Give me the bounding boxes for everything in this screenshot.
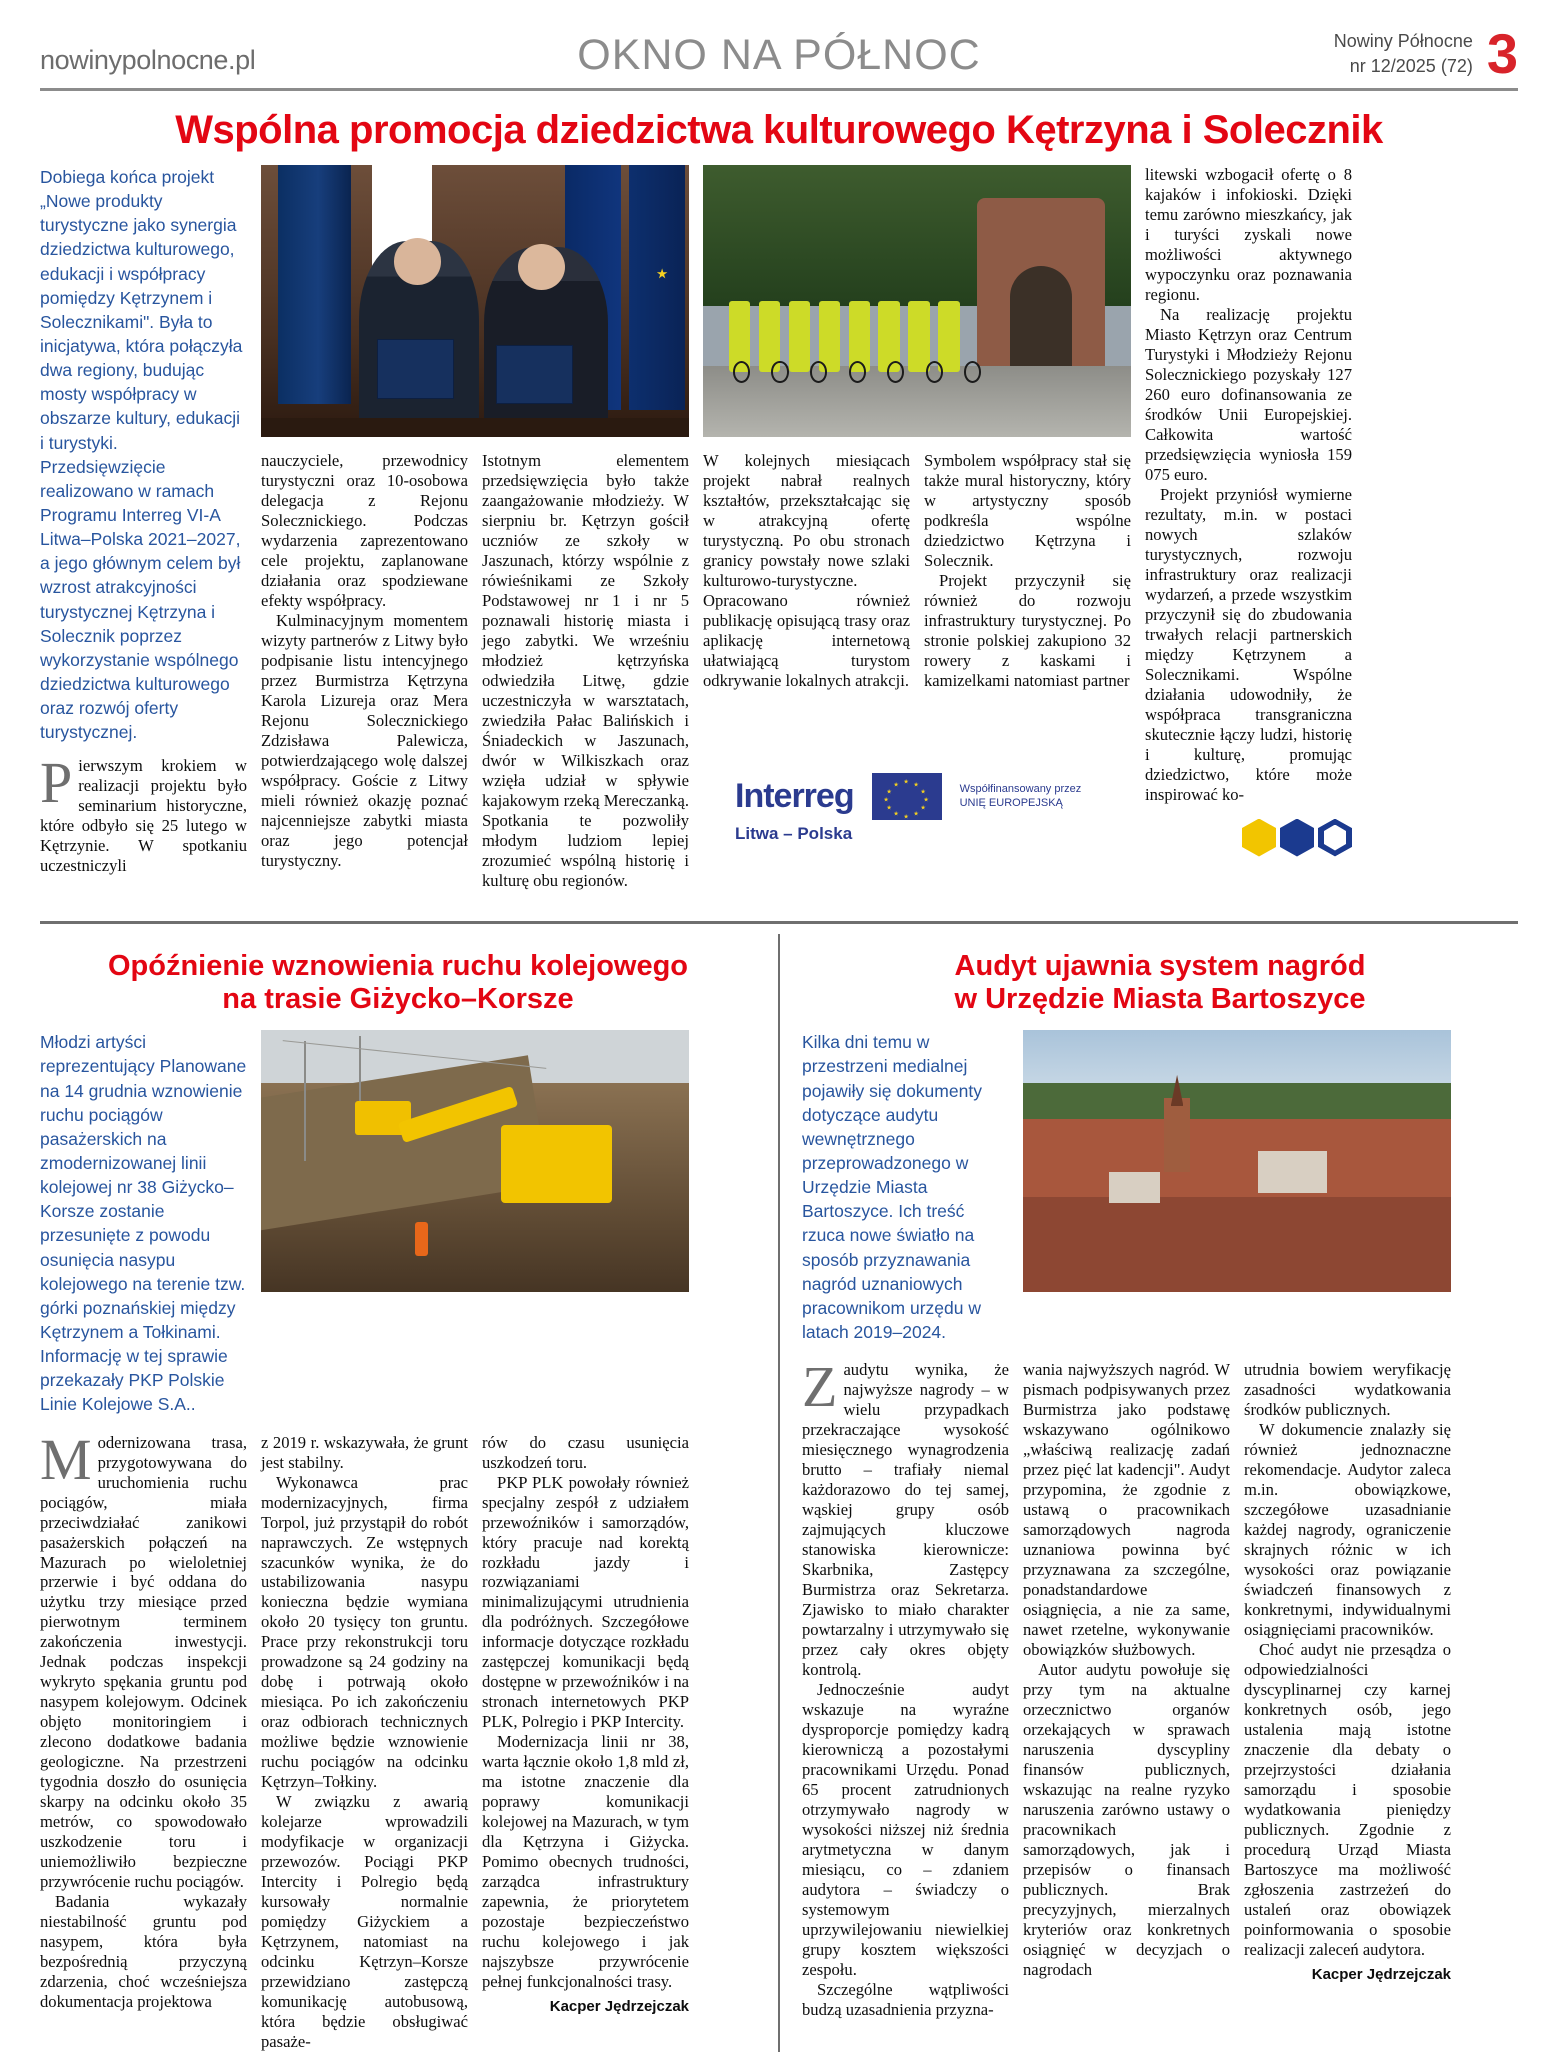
railway-top-row bbox=[40, 1030, 756, 1416]
paragraph: Projekt przyniósł wymierne rezultaty, m.in. w postaci nowych szlaków turystycznych, rozwoju infrastruktury oraz realizacji wydarzeń, a przede wszystkim przyczynił się do zbudowania trwałych relacji partnerskich między Kętrzynem a Solecznikami. Wspólne działania udowodniły, że współpraca transgraniczna skutecznie łączy ludzi, historię i kulturę, promując dziedzictwo, które może inspirować ko- bbox=[1145, 484, 1352, 804]
main-article-lead: Dobiega końca projekt „Nowe produkty turystyczne jako synergia dziedzictwa kulturowego, edukacji i współpracy pomiędzy Kętrzynem i Solecznikami". Była to inicjatywa, która połączyła dwa regiony, budując mosty współpracy w obszarze kultury, edukacji i turystyki. Przedsięwzięcie realizowano w ramach Programu Interreg VI-A Litwa–Polska 2021–2027, a jego głównym celem był wzrost atrakcyjności turystycznej Kętrzyna i Solecznik poprzez wykorzystanie wspólnego dziedzictwa kulturowego oraz rozwój oferty turystycznej. bbox=[40, 167, 243, 743]
railway-col3 bbox=[482, 1433, 689, 2052]
paragraph: Wykonawca prac modernizacyjnych, firma Torpol, już przystąpił do robót naprawczych. Ze wstępnych szacunków wynika, że do ustabilizowania nasypu konieczna będzie wymiana około 20 tysięcy ton gruntu. Prace przy rekonstrukcji toru prowadzone są 24 godziny na dobę i potrwają około miesiąca. Po ich zakończeniu oraz odbiorach technicznych możliwe będzie wznowienie ruchu pociągów na odcinku Kętrzyn–Tołkiny. bbox=[261, 1472, 468, 1792]
paragraph: Badania wykazały niestabilność gruntu pod nasypem, która była bezpośrednią przyczyną zdarzenia, choć wcześniejsza dokumentacja projektowa bbox=[40, 1892, 247, 2012]
audit-byline: Kacper Jędrzejczak bbox=[1311, 1965, 1451, 1983]
main-article-column-1 bbox=[40, 165, 247, 891]
paper-name: Nowiny Północne bbox=[1333, 31, 1473, 52]
main-article-column-6 bbox=[1145, 165, 1352, 891]
eu-flag-icon bbox=[872, 773, 942, 820]
paragraph: Na realizację projektu Miasto Kętrzyn oraz Centrum Turystyki i Młodzieży Rejonu Solecznickiego pozyskały 127 260 euro dofinansowania ze środków Unii Europejskiej. Całkowita wartość przedsięwzięcia wyniosła 159 075 euro. bbox=[1145, 304, 1352, 484]
audit-col2 bbox=[1023, 1360, 1230, 2019]
audit-headline bbox=[802, 950, 1518, 1017]
audit-top-row bbox=[802, 1030, 1518, 1344]
main-headline: Wspólna promocja dziedzictwa kulturowego Kętrzyna i Solecznik bbox=[175, 108, 1383, 152]
audit-col1 bbox=[802, 1354, 1009, 2019]
audit-headline-line2: w Urzędzie Miasta Bartoszyce bbox=[954, 983, 1366, 1015]
paragraph: Jednocześnie audyt wskazuje na wyraźne dysproporcje pomiędzy kadrą kierowniczą a pozostałymi pracownikami Urzędu. Ponad 65 procent zatrudnionych otrzymywało nagrody w wysokości niższej niż średnia arytmetyczna w danym miesiącu, co – zdaniem audytora – świadczy o systemowym uprzywilejowaniu niewielkiej grupy kosztem większości zespołu. bbox=[802, 1679, 1009, 1979]
article-audit bbox=[780, 934, 1518, 2052]
paragraph: utrudnia bowiem weryfikację zasadności wydatkowania środków publicznych. bbox=[1244, 1360, 1451, 1420]
paragraph: Pierwszym krokiem w realizacji projektu było seminarium historyczne, które odbyło się 25 lutego w Kętrzynie. W spotkaniu uczestniczyli bbox=[40, 750, 247, 876]
paragraph: W związku z awarią kolejarze wprowadzili modyfikacje w organizacji przewozów. Pociągi PKP Intercity i Polregio będą kursowały normalnie pomiędzy Giżyckiem a Kętrzynem, natomiast na odcinku Kętrzyn–Korsze przewidziano zastępczą komunikację autobusową, która będzie obsługiwać pasaże- bbox=[261, 1792, 468, 2052]
interreg-logo bbox=[735, 755, 1081, 844]
issue-number: nr 12/2025 (72) bbox=[1349, 55, 1473, 76]
paragraph: wania najwyższych nagród. W pismach podpisywanych przez Burmistrza jako podstawę wskazywano ogólnikowo „właściwą realizację zadań przez pięć lat kadencji". Audyt przypomina, że zgodnie z ustawą o pracownikach samorządowych nagroda uznaniowa powinna być przyznawana za szczególne, ponadstandardowe osiągnięcia, a nie za same, nawet rzetelne, wykonywanie obowiązków służbowych. bbox=[1023, 1360, 1230, 1659]
interreg-programme-name: Litwa – Polska bbox=[735, 824, 853, 843]
railway-lead: Młodzi artyści reprezentujący Planowane na 14 grudnia wznowienie ruchu pociągów pasażerskich na zmodernizowanej linii kolejowej nr 38 Giżycko–Korsze zostanie przesunięte z powodu osunięcia nasypu kolejowego na terenie tzw. górki poznańskiej między Kętrzynem a Tołkinami. Informację w tej sprawie przekazały PKP Polskie Linie Kolejowe S.A.. bbox=[40, 1032, 247, 1415]
audit-lead: Kilka dni temu w przestrzeni medialnej pojawiły się dokumenty dotyczące audytu wewnętrznego przeprowadzonego w Urzędzie Miasta Bartoszyce. Ich treść rzuca nowe światło na sposób przyznawania nagród uznaniowych pracownikom urzędu w latach 2019–2024. bbox=[802, 1032, 982, 1343]
main-article-col1-body bbox=[40, 750, 247, 876]
paragraph: Modernizowana trasa, przygotowywana do uruchomienia ruchu pociągów, miała przeciwdziałać zanikowi pasażerskich połączeń na Mazurach po wieloletniej przerwie i być oddana do użytku trzy miesiące przed pierwotnym terminem zakończenia inwestycji. Jednak podczas inspekcji wykryto spękania gruntu pod nasypem kolejowym. Odcinek objęto monitoringiem i zlecono dodatkowe badania geologiczne. Na przestrzeni tygodnia doszło do osunięcia skarpy na odcinku około 35 metrów, co spowodowało uszkodzenie toru i uniemożliwiło bezpieczne przywrócenie ruchu pociągów. bbox=[40, 1426, 247, 1892]
masthead-divider bbox=[40, 88, 1518, 91]
railway-col2 bbox=[261, 1433, 468, 2052]
paragraph: Modernizacja linii nr 38, warta łącznie około 1,8 mld zł, ma istotne znaczenie dla poprawy komunikacji kolejowej na Mazurach, w tym dla Kętrzyna i Giżycka. Pomimo obecnych trudności, zarządca infrastruktury zapewnia, że priorytetem pozostaje bezpieczeństwo ruchu kolejowego i jak najszybsze przywrócenie pełnej funkcjonalności trasy. bbox=[482, 1732, 689, 1992]
paragraph: W dokumencie znalazły się również jednoznaczne rekomendacje. Audytor zaleca m.in. obowiązkowe, szczegółowe uzasadnianie każdej nagrody, ograniczenie skrajnych różnic w ich wysokości oraz powiązanie świadczeń finansowych z konkretnymi, indywidualnymi osiągnięciami pracowników. bbox=[1244, 1420, 1451, 1639]
railway-headline bbox=[40, 950, 756, 1017]
railway-headline-line2: na trasie Giżycko–Korsze bbox=[222, 983, 574, 1015]
main-article-col3-body bbox=[482, 451, 689, 891]
railway-byline: Kacper Jędrzejczak bbox=[549, 1998, 689, 2016]
paragraph: Choć audyt nie przesądza o odpowiedzialności dyscyplinarnej czy karnej konkretnych osób, jego ustalenia mają istotne znaczenie dla debaty o przejrzystości działania samorządu i sposobie wydatkowania pieniędzy publicznych. Zgodnie z procedurą Urząd Miasta Bartoszyce ma możliwość zgłoszenia zastrzeżeń do ustaleń oraz obowiązek poinformowania o sposobie realizacji zaleceń audytora. bbox=[1244, 1639, 1451, 1959]
bottom-articles bbox=[40, 934, 1518, 2052]
railway-col1 bbox=[40, 1426, 247, 2052]
article-railway bbox=[40, 934, 778, 2052]
photo-signing-ceremony bbox=[261, 165, 689, 437]
railway-body-columns bbox=[40, 1426, 756, 2052]
section-divider bbox=[40, 921, 1518, 924]
audit-body-columns bbox=[802, 1354, 1518, 2019]
paragraph: rów do czasu usunięcia uszkodzeń toru. bbox=[482, 1432, 689, 1472]
paragraph: Szczególne wątpliwości budzą uzasadnienia przyzna- bbox=[802, 1979, 1009, 2019]
main-article-column-2-3 bbox=[261, 165, 689, 891]
paragraph: PKP PLK powołały również specjalny zespół z udziałem przewoźników i samorządów, który pracuje nad korektą rozkładu jazdy i rozwiązaniami minimalizującymi utrudnienia dla podróżnych. Szczegółowe informacje dotyczące rozkładu zastępczej komunikacji będą dostępne w przewoźników i na stronach internetowych PKP PLK, Polregio i PKP Intercity. bbox=[482, 1472, 689, 1732]
page-title: OKNO NA PÓŁNOC bbox=[577, 31, 981, 79]
paragraph: z 2019 r. wskazywała, że grunt jest stabilny. bbox=[261, 1432, 468, 1472]
hexagon-logo-icon bbox=[1145, 805, 1352, 857]
masthead bbox=[40, 0, 1518, 86]
paragraph: litewski wzbogacił ofertę o 8 kajaków i infokioski. Dzięki temu zarówno mieszkańcy, jak i turyści zyskali nowe możliwości aktywnego wypoczynku oraz poznawania regionu. bbox=[1145, 165, 1352, 304]
paragraph: Kulminacyjnym momentem wizyty partnerów z Litwy było podpisanie listu intencyjnego przez Burmistrza Kętrzyna Karola Lizureja oraz Mera Rejonu Solecznickiego Zdzisława Palewicza, potwierdzającego wolę dalszej współpracy. Goście z Litwy mieli również okazję poznać najcenniejsze zabytki miasta oraz jego potencjał turystyczny. bbox=[261, 610, 468, 870]
page-number: 3 bbox=[1486, 22, 1518, 86]
main-article-col4-body bbox=[703, 451, 910, 691]
main-article-col2-body bbox=[261, 451, 468, 891]
photo-railway-construction bbox=[261, 1030, 689, 1292]
paragraph: Symbolem współpracy stał się także mural historyczny, który w artystyczny sposób podkreśla wspólne dziedzictwo Kętrzyna i Solecznik. bbox=[924, 451, 1131, 570]
paragraph: Autor audytu powołuje się przy tym na aktualne orzecznictwo organów orzekających w sprawach naruszenia dyscypliny finansów publicznych, wskazując na realne ryzyko naruszenia zarówno ustawy o pracownikach samorządowych, jak i przepisów o finansach publicznych. Brak precyzyjnych, mierzalnych kryteriów oraz konkretnych osiągnięć w decyzjach o nagrodach bbox=[1023, 1659, 1230, 1979]
website-url[interactable]: nowinypolnocne.pl bbox=[40, 45, 256, 75]
paragraph: nauczyciele, przewodnicy turystyczni oraz 10-osobowa delegacja z Rejonu Solecznickiego. Podczas wydarzenia zaprezentowano cele projektu, zaplanowane działania oraz spodziewane efekty współpracy. bbox=[261, 451, 468, 610]
paragraph: W kolejnych miesiącach projekt nabrał realnych kształtów, przekształcając się w atrakcyjną ofertę turystyczną. Po obu stronach granicy powstały nowe szlaki kulturowo-turystyczne. Opracowano również publikację opisującą trasy oraz aplikację internetową ułatwiającą turystom odkrywanie lokalnych atrakcji. bbox=[703, 451, 910, 690]
audit-col3 bbox=[1244, 1360, 1451, 2019]
paragraph: Projekt przyczynił się również do rozwoju infrastruktury turystycznej. Po stronie polskiej zakupiono 32 rowery z kaskami i kamizelkami natomiast partner bbox=[924, 570, 1131, 690]
main-article-col5-body bbox=[924, 451, 1131, 691]
eu-text-line2: UNIĘ EUROPEJSKĄ bbox=[959, 796, 1063, 809]
eu-text-line1: Współfinansowany przez bbox=[959, 782, 1082, 795]
eu-cofunding-text bbox=[960, 783, 1082, 811]
paragraph: Zaudytu wynika, że najwyższe nagrody – w wielu przypadkach przekraczające wysokość miesięcznego wynagrodzenia brutto – trafiały niemal każdorazowo do tej samej, wąskiej grupy osób zajmujących kluczowe stanowiska kierownicze: Skarbnika, Zastępcy Burmistrza oraz Sekretarza. Zjawisko to miało charakter powtarzalny i utrzymywało się przez cały okres objęty kontrolą. bbox=[802, 1354, 1009, 1679]
photo-bartoszyce-aerial bbox=[1023, 1030, 1451, 1292]
interreg-wordmark: Interreg bbox=[735, 777, 854, 815]
audit-headline-line1: Audyt ujawnia system nagród bbox=[954, 949, 1366, 982]
photo-cyclists-gate bbox=[703, 165, 1131, 437]
railway-headline-line1: Opóźnienie wznowienia ruchu kolejowego bbox=[107, 949, 689, 982]
paragraph: Istotnym elementem przedsięwzięcia było także zaangażowanie młodzieży. W sierpniu br. Kętrzyn gościł uczniów ze szkoły w Jaszunach, którzy wspólnie z rówieśnikami ze Szkoły Podstawowej nr 1 i nr 5 poznawali historię miasta i jego zabytki. We wrześniu młodzież kętrzyńska odwiedziła Litwę, gdzie uczestniczyła w warsztatach, zwiedziła Pałac Balińskich i Śniadeckich w Jaszunach, dwór w Wilkiszkach oraz wzięła udział w spływie kajakowym rzeką Mereczanką. Spotkania te pozwoliły młodym ludziom lepiej zrozumieć wspólną historię i kulturę obu regionów. bbox=[482, 451, 689, 890]
